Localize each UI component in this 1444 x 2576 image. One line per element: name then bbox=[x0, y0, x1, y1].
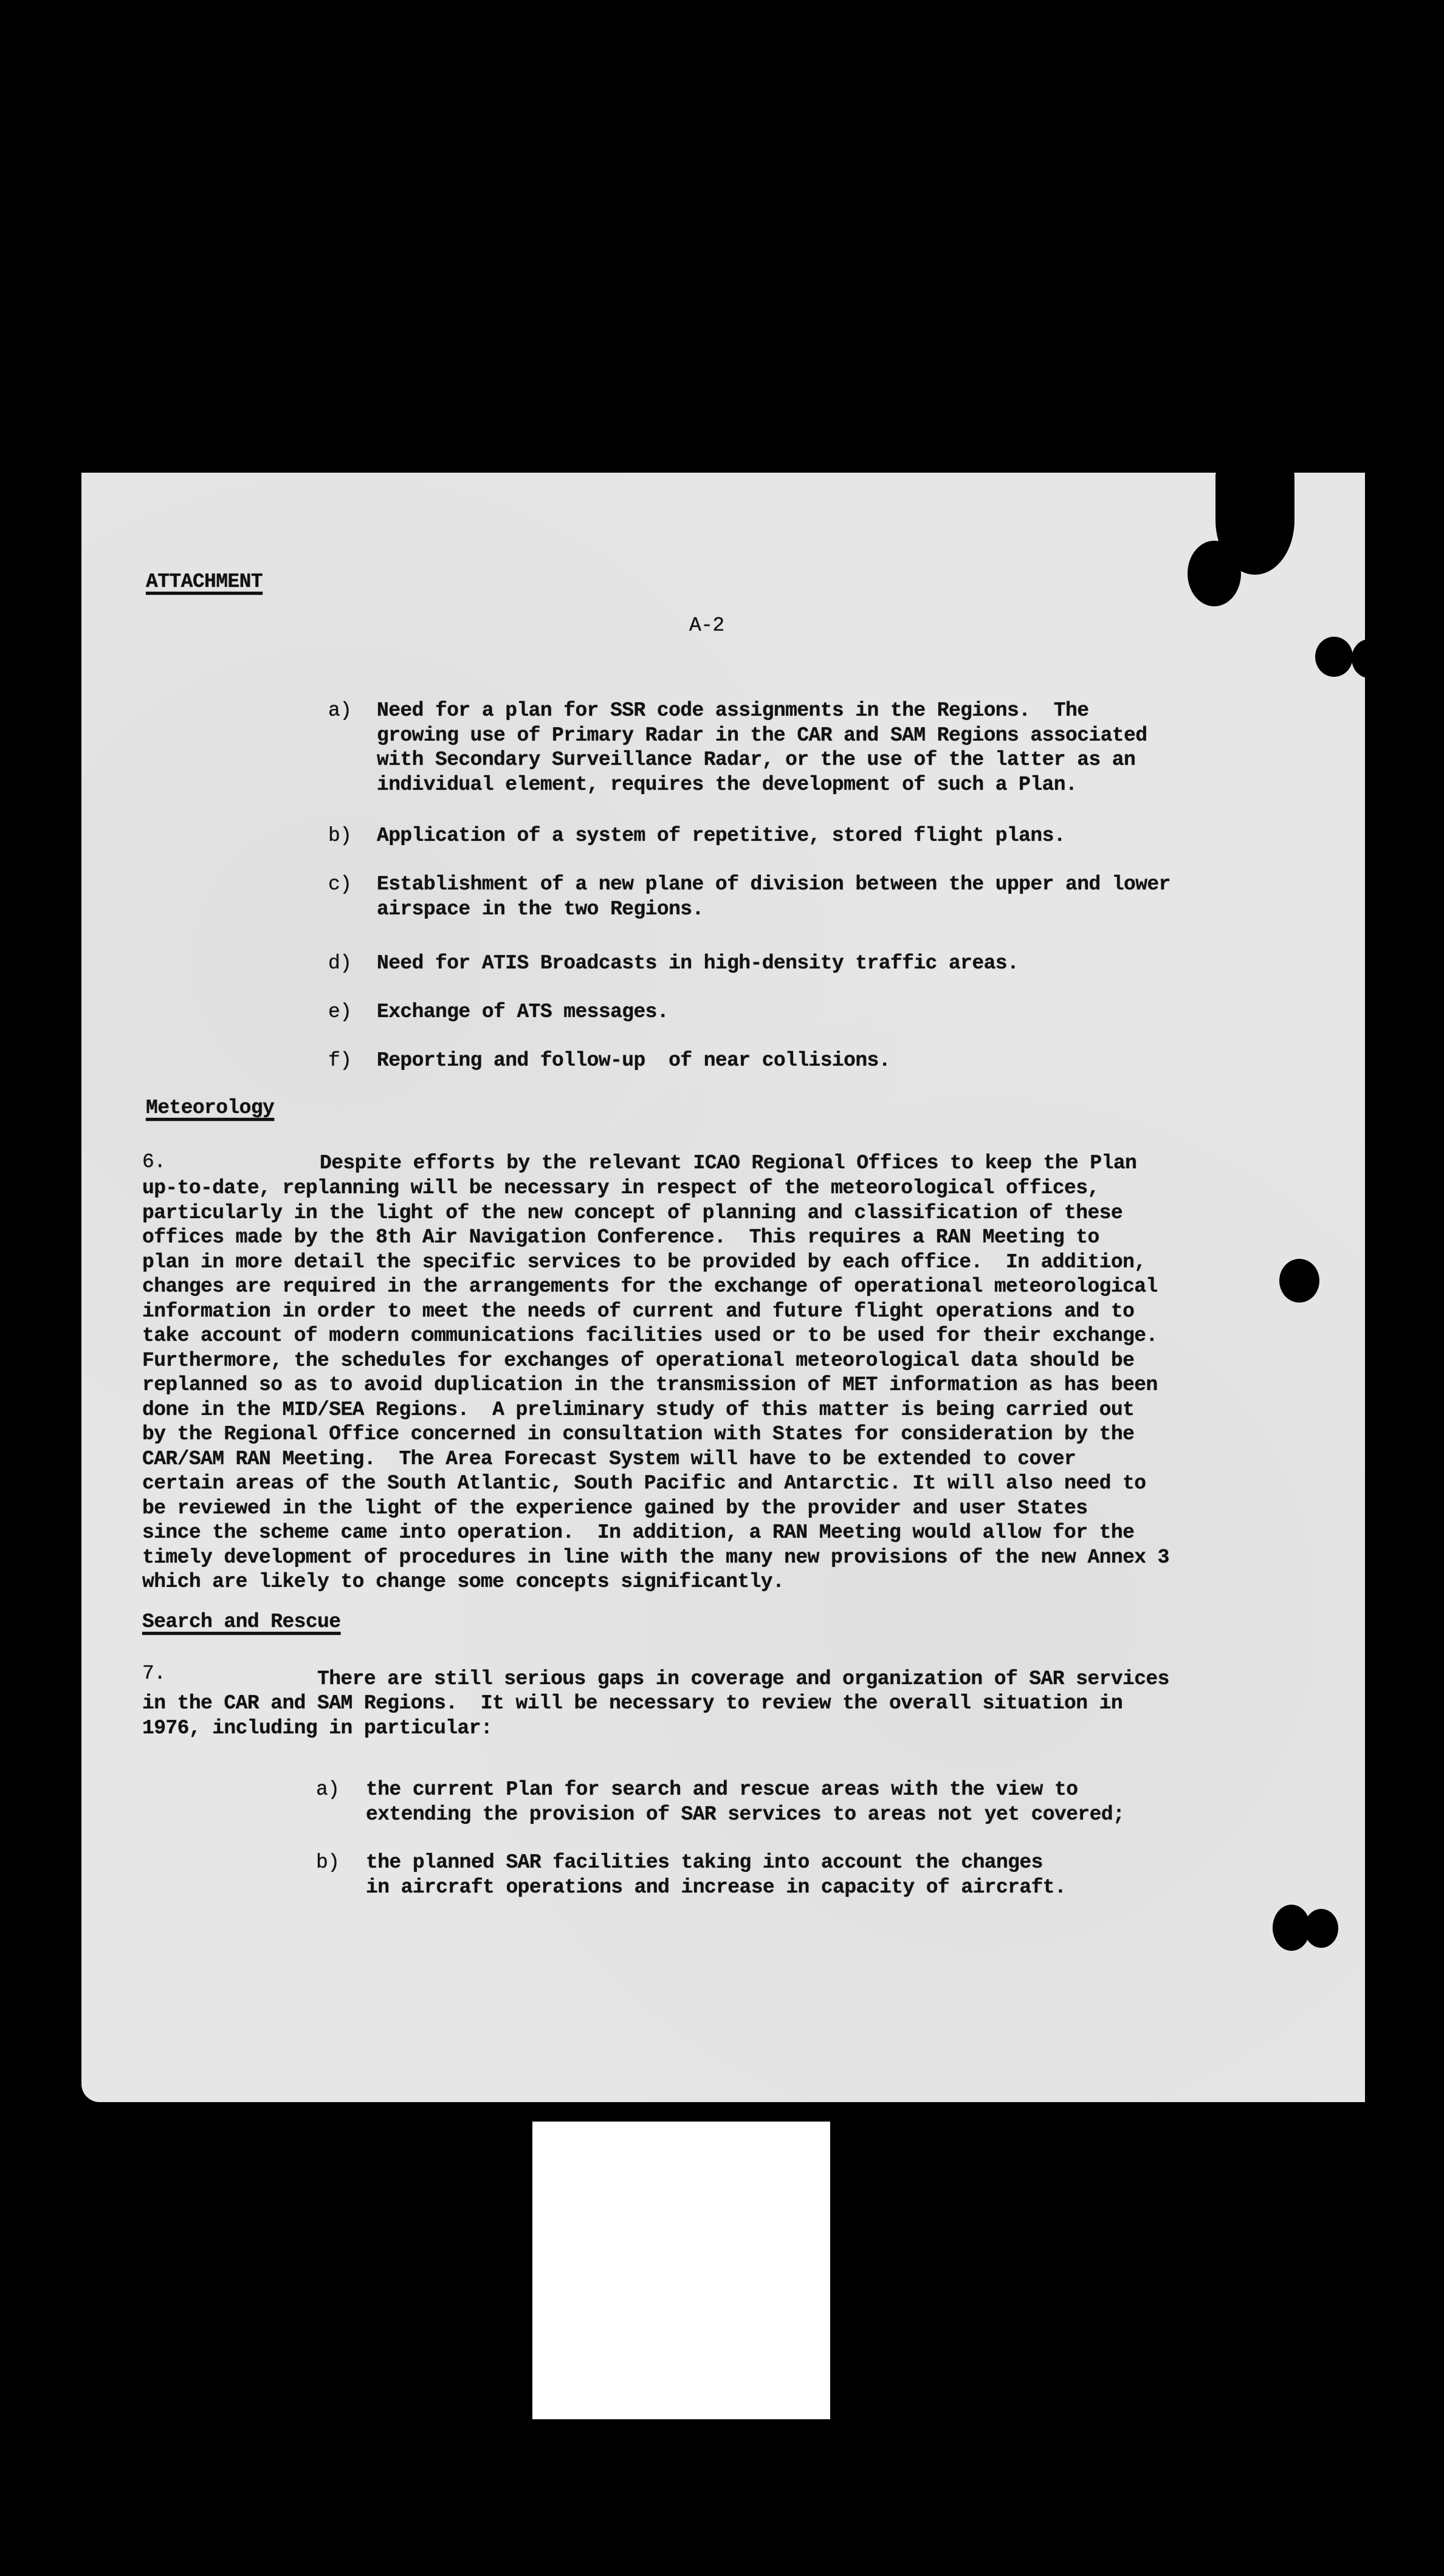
list-item-label: b) bbox=[328, 824, 352, 847]
paragraph-line: in the CAR and SAM Regions. It will be necessary to review the overall situation in bbox=[142, 1692, 1123, 1714]
list-item-text: the planned SAR facilities taking into account the changes bbox=[366, 1851, 1043, 1874]
attachment-label: ATTACHMENT bbox=[146, 570, 263, 593]
ink-blot bbox=[1304, 1909, 1338, 1948]
paragraph-line: 1976, including in particular: bbox=[142, 1716, 493, 1739]
list-item-text: Need for ATIS Broadcasts in high-density traffic areas. bbox=[377, 952, 1019, 975]
section-heading-meteorology: Meteorology bbox=[146, 1097, 275, 1119]
list-item-label: e) bbox=[328, 1001, 352, 1023]
paragraph-line: which are likely to change some concepts significantly. bbox=[142, 1571, 785, 1593]
list-item-text: Reporting and follow-up of near collisions. bbox=[377, 1049, 890, 1072]
list-item-label: d) bbox=[328, 952, 352, 975]
paragraph-number-6: 6. bbox=[142, 1151, 166, 1173]
list-item-label: f) bbox=[328, 1049, 352, 1072]
paragraph-line: changes are required in the arrangements for the exchange of operational meteorological bbox=[142, 1275, 1158, 1298]
list-item-text: with Secondary Surveillance Radar, or the use of the latter as an bbox=[377, 748, 1136, 771]
paragraph-line: Furthermore, the schedules for exchanges of operational meteorological data should be bbox=[142, 1349, 1135, 1372]
list-item-text: individual element, requires the development of such a Plan. bbox=[377, 773, 1078, 796]
list-item-label: a) bbox=[328, 699, 352, 722]
document-page bbox=[81, 473, 1365, 2102]
list-item-text: in aircraft operations and increase in capacity of aircraft. bbox=[366, 1875, 1067, 1899]
blank-label-card bbox=[532, 2122, 830, 2419]
list-item-text: Need for a plan for SSR code assignments in the Regions. The bbox=[377, 699, 1089, 722]
paragraph-line: take account of modern communications facilities used or to be used for their exchange. bbox=[142, 1324, 1158, 1347]
page-number: A-2 bbox=[689, 614, 724, 637]
section-heading-search-and-rescue: Search and Rescue bbox=[142, 1611, 341, 1633]
paragraph-6-first-line: Despite efforts by the relevant ICAO Regional Offices to keep the Plan bbox=[320, 1152, 1137, 1174]
list-item-text: extending the provision of SAR services to areas not yet covered; bbox=[366, 1803, 1125, 1826]
ink-blot bbox=[1279, 1259, 1319, 1303]
list-item-label: a) bbox=[316, 1778, 340, 1801]
ink-blot bbox=[1315, 637, 1353, 677]
paragraph-7-first-line: There are still serious gaps in coverage and organization of SAR services bbox=[317, 1668, 1169, 1690]
paragraph-line: CAR/SAM RAN Meeting. The Area Forecast System will have to be extended to cover bbox=[142, 1447, 1076, 1470]
ink-blot bbox=[1352, 639, 1387, 678]
ink-blot bbox=[1188, 541, 1241, 606]
paragraph-line: information in order to meet the needs of current and future flight operations and to bbox=[142, 1300, 1135, 1323]
list-item-text: Application of a system of repetitive, stored flight plans. bbox=[377, 824, 1065, 847]
paragraph-line: since the scheme came into operation. In addition, a RAN Meeting would allow for the bbox=[142, 1521, 1135, 1544]
list-item-label: b) bbox=[316, 1851, 340, 1874]
list-item-text: the current Plan for search and rescue areas with the view to bbox=[366, 1778, 1078, 1801]
paragraph-line: replanned so as to avoid duplication in the transmission of MET information as has been bbox=[142, 1374, 1158, 1396]
paragraph-line: certain areas of the South Atlantic, South Pacific and Antarctic. It will also need to bbox=[142, 1472, 1146, 1495]
paragraph-line: timely development of procedures in line with the many new provisions of the new Annex 3 bbox=[142, 1546, 1169, 1569]
list-item-text: growing use of Primary Radar in the CAR and SAM Regions associated bbox=[377, 724, 1147, 747]
list-item-text: airspace in the two Regions. bbox=[377, 897, 704, 920]
list-item-text: Establishment of a new plane of division between the upper and lower bbox=[377, 873, 1171, 896]
paragraph-line: be reviewed in the light of the experience gained by the provider and user States bbox=[142, 1496, 1088, 1519]
paragraph-line: up-to-date, replanning will be necessary in respect of the meteorological offices, bbox=[142, 1177, 1099, 1199]
paragraph-line: plan in more detail the specific services to be provided by each office. In addition, bbox=[142, 1250, 1146, 1273]
list-item-label: c) bbox=[328, 873, 352, 896]
paragraph-number-7: 7. bbox=[142, 1662, 166, 1685]
paragraph-line: particularly in the light of the new concept of planning and classification of these bbox=[142, 1201, 1123, 1224]
paragraph-line: offices made by the 8th Air Navigation Conference. This requires a RAN Meeting to bbox=[142, 1226, 1099, 1249]
list-item-text: Exchange of ATS messages. bbox=[377, 1001, 669, 1023]
paragraph-line: by the Regional Office concerned in consultation with States for consideration by the bbox=[142, 1423, 1135, 1445]
paragraph-line: done in the MID/SEA Regions. A preliminary study of this matter is being carried out bbox=[142, 1398, 1135, 1421]
